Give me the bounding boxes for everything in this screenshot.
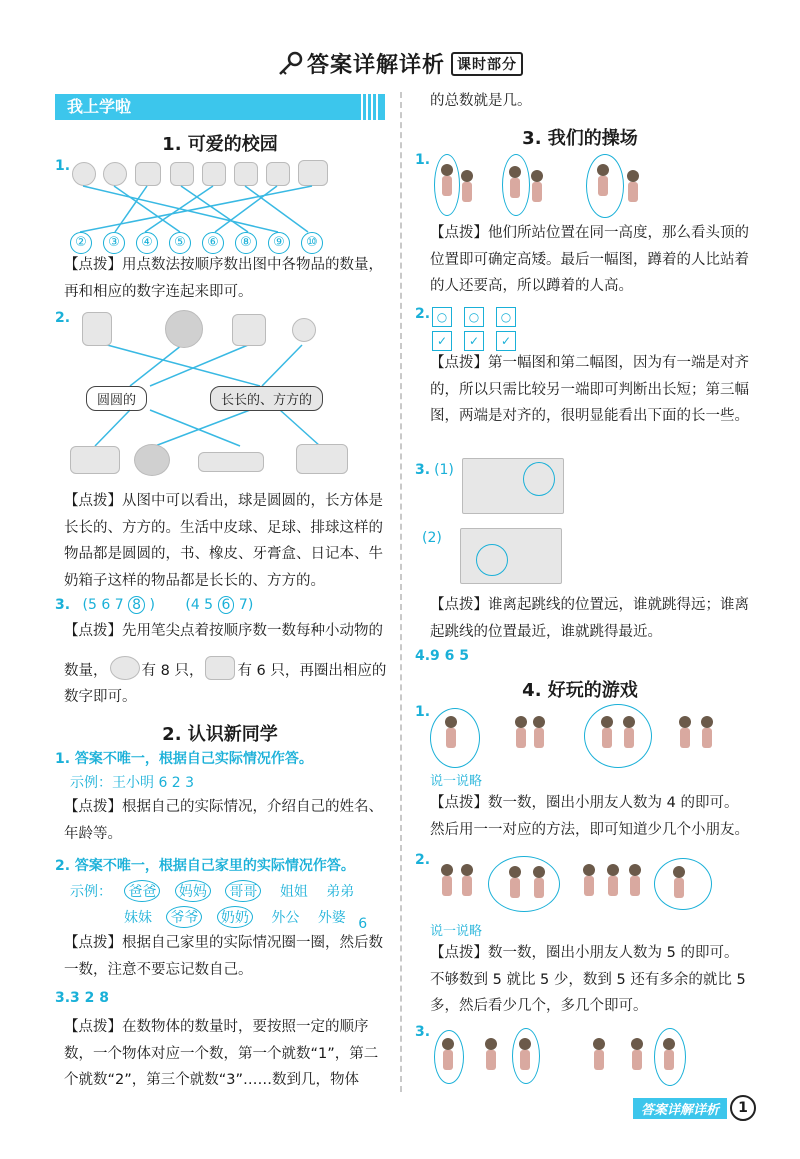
example-label: 示例： [70, 884, 112, 900]
section-title-4: 4. 好玩的游戏 [522, 680, 638, 701]
q3-b-text: (4 5 [185, 597, 214, 613]
s3-q4-answer: 4.9 6 5 [415, 648, 470, 664]
s4-q2-say: 说一说略 [430, 924, 483, 939]
child-figure [438, 864, 456, 898]
answer-box: ✓ [464, 331, 484, 351]
answer-circle [434, 154, 460, 216]
q2-tip: 【点拨】从图中可以看出，球是圆圆的，长方体是长长的、方方的。生活中皮球、足球、排球这样的物品都是圆圆的，书、橡皮、牙膏盒、日记本、牛奶箱子这样的物品都是长长的、方方的。 [64, 493, 383, 589]
number-circle: ② [70, 232, 92, 254]
family-member: 外婆 [317, 910, 346, 926]
answer-circle [523, 462, 555, 496]
label-long-square: 长长的、方方的 [210, 386, 323, 411]
s2-q1-example: 示例：王小明 6 2 3 [70, 775, 195, 791]
s2-q2-answer: 2. 答案不唯一，根据自己家里的实际情况作答。 [55, 858, 355, 874]
number-circle: ⑧ [235, 232, 257, 254]
child-figure [660, 1038, 678, 1072]
s4-q1-say: 说一说略 [430, 774, 483, 789]
s4-q3-number: 3. [415, 1024, 431, 1040]
child-figure [580, 864, 598, 898]
child-figure [620, 716, 638, 750]
volleyball-image [134, 444, 170, 476]
child-figure [530, 866, 548, 900]
family-member-circled: 爸爸 [124, 880, 160, 902]
answer-circle [584, 704, 652, 768]
s3-q3-part1 [415, 462, 454, 478]
family-member: 妹妹 [124, 910, 152, 926]
q1-number-circles [70, 231, 334, 254]
child-figure [458, 864, 476, 898]
answer-circle [502, 154, 530, 216]
q3-tip-line1: 【点拨】先用笔尖点着按顺序数一数每种小动物的 [64, 623, 383, 639]
header-tag: 课时部分 [451, 52, 523, 76]
page-footer [633, 1095, 756, 1117]
number-circle: ④ [136, 232, 158, 254]
family-count: 6 [358, 916, 368, 932]
answer-circle [476, 544, 508, 576]
child-figure [628, 1038, 646, 1072]
answer-box: ○ [464, 307, 484, 327]
eraser-image [70, 446, 120, 474]
s4-q2-number: 2. [415, 852, 431, 868]
section-title-1: 1. 可爱的校园 [162, 134, 278, 155]
toothpaste-box-image [198, 452, 264, 472]
s3-q3-part1-label: (1) [434, 462, 454, 478]
family-member-circled: 爷爷 [166, 906, 202, 928]
s3-q2-tip: 【点拨】第一幅图和第二幅图，因为有一端是对齐的，所以只需比较另一端即可判断出长短；第三幅图，两端是对齐的，很明显能看出下面的长一些。 [430, 355, 749, 424]
child-figure [626, 864, 644, 898]
child-figure [590, 1038, 608, 1072]
book-image [82, 312, 112, 346]
family-member-circled: 奶奶 [217, 906, 253, 928]
q3-b-circled: 6 [218, 596, 235, 614]
q3-tip-text: 有 6 只，再圈出相应的 [237, 663, 387, 679]
child-figure [442, 716, 460, 750]
answer-box: ✓ [496, 331, 516, 351]
ball-image [292, 318, 316, 342]
q1-number: 1. [55, 158, 71, 174]
child-figure [512, 716, 530, 750]
s2-q2-tip: 【点拨】根据自己家里的实际情况圈一圈，然后数一数，注意不要忘记数自己。 [64, 935, 383, 978]
child-figure [482, 1038, 500, 1072]
banner-text: 我上学啦 [67, 97, 132, 116]
child-figure [530, 716, 548, 750]
child-figure [670, 866, 688, 900]
q3-b-end: 7) [238, 597, 254, 613]
answer-circle [586, 154, 624, 218]
milk-box-image [296, 444, 348, 474]
family-member-circled: 哥哥 [225, 880, 261, 902]
football-image [165, 310, 203, 348]
child-figure [624, 170, 642, 204]
s3-q2-row2 [432, 330, 528, 351]
answer-box: ✓ [432, 331, 452, 351]
child-figure [676, 716, 694, 750]
number-circle: ⑥ [202, 232, 224, 254]
q3-answer [55, 596, 253, 614]
q3-tip-line2 [64, 656, 394, 685]
family-member: 外公 [271, 910, 300, 926]
label-round: 圆圆的 [86, 386, 147, 411]
s2-q1-answer: 1. 答案不唯一，根据自己实际情况作答。 [55, 751, 313, 767]
family-member-circled: 妈妈 [175, 880, 211, 902]
family-member: 姐姐 [279, 884, 308, 900]
s4-q1-number: 1. [415, 704, 431, 720]
q3-number: 3. [55, 597, 71, 613]
answer-circle [488, 856, 560, 912]
s4-q2-tip: 【点拨】数一数，圈出小朋友人数为 5 的即可。不够数到 5 就比 5 少，数到 5 还有多余的就比 5 多，然后看少几个，多几个即可。 [430, 945, 746, 1014]
number-circle: ⑤ [169, 232, 191, 254]
answer-box: ○ [432, 307, 452, 327]
q2-number: 2. [55, 310, 71, 326]
q3-tip-text: 有 8 只， [141, 663, 204, 679]
child-figure [516, 1038, 534, 1072]
number-circle: ⑩ [301, 232, 323, 254]
q3-tip-line3: 数字即可。 [64, 689, 137, 705]
page-number: 1 [730, 1095, 756, 1121]
q3-a-circled: 8 [128, 596, 145, 614]
section-title-3: 3. 我们的操场 [522, 128, 638, 149]
s2-q3-tip: 【点拨】在数物体的数量时，要按照一定的顺序数，一个物体对应一个数，第一个就数“1”，第二个就数“2”，第三个就数“3”……数到几，物体 [64, 1019, 379, 1088]
number-circle: ③ [103, 232, 125, 254]
s3-q2-number: 2. [415, 306, 431, 322]
family-member: 弟弟 [326, 884, 355, 900]
number-circle: ⑨ [268, 232, 290, 254]
header-title: 答案详解详析 [306, 53, 445, 78]
q3-a-end: ) [149, 597, 155, 613]
child-figure [598, 716, 616, 750]
s3-q1-number: 1. [415, 152, 431, 168]
child-figure [604, 864, 622, 898]
child-figure [698, 716, 716, 750]
section-title-2: 2. 认识新同学 [162, 724, 278, 745]
q3-a-text: (5 6 7 [82, 597, 124, 613]
s3-q3-number: 3. [415, 462, 431, 478]
child-figure [506, 866, 524, 900]
q1-tip: 【点拨】用点数法按顺序数出图中各物品的数量，再和相应的数字连起来即可。 [64, 257, 383, 300]
footer-label: 答案详解详析 [633, 1098, 727, 1119]
s3-q3-tip: 【点拨】谁离起跳线的位置远，谁就跳得远；谁离起跳线的位置最近，谁就跳得最近。 [430, 597, 749, 640]
s3-q1-tip: 【点拨】他们所站位置在同一高度，那么看头顶的位置即可确定高矮。最后一幅图，蹲着的人比站着的人还要高，所以蹲着的人高。 [430, 225, 749, 294]
continued-text: 的总数就是几。 [430, 93, 532, 109]
s2-q2-example-row1 [70, 880, 354, 902]
s3-q2-row1 [432, 306, 528, 327]
child-figure [458, 170, 476, 204]
child-figure [439, 1038, 457, 1072]
s2-q1-tip: 【点拨】根据自己的实际情况，介绍自己的姓名、年龄等。 [64, 799, 383, 842]
q3-tip-text: 数量， [64, 663, 108, 679]
snail-image [110, 656, 140, 680]
answer-box: ○ [496, 307, 516, 327]
child-figure [528, 170, 546, 204]
s3-q3-part2-label: (2) [422, 530, 442, 546]
s4-q1-tip: 【点拨】数一数，圈出小朋友人数为 4 的即可。然后用一一对应的方法，即可知道少几个小朋友。 [430, 795, 749, 838]
s2-q2-example-row2 [124, 906, 368, 932]
box-image [232, 314, 266, 346]
s2-q3-answer: 3.3 2 8 [55, 990, 110, 1006]
crab-image [205, 656, 235, 680]
